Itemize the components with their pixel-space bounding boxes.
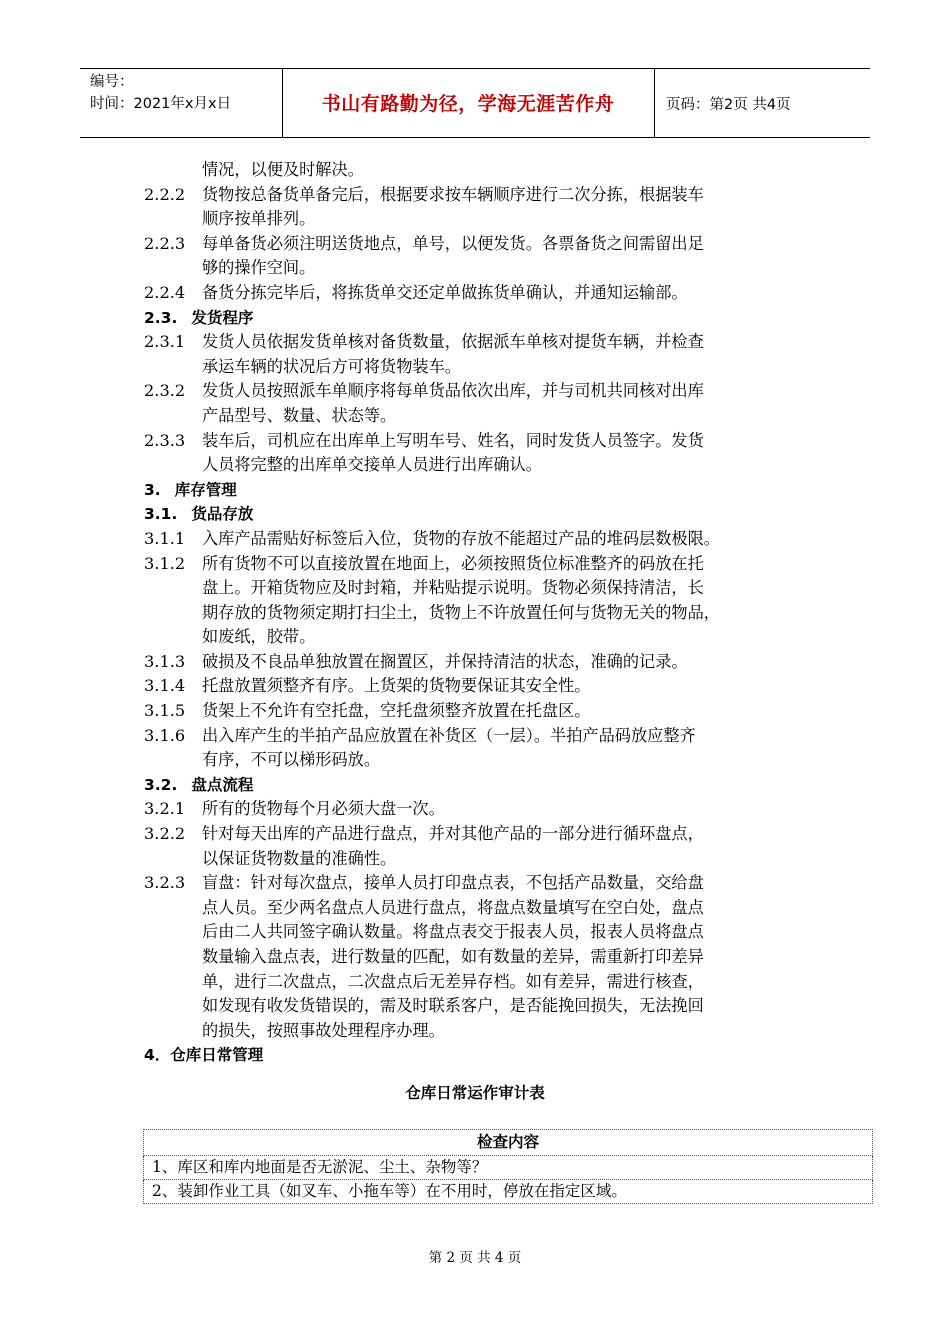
clause-text: 所有货物不可以直接放置在地面上，必须按照货位标准整齐的码放在托 (202, 553, 704, 573)
clause-continuation (144, 256, 824, 281)
clause-line (144, 330, 824, 355)
header-slogan: 书山有路勤为径，学海无涯苦作舟 (321, 93, 615, 115)
section-heading (144, 502, 824, 527)
clause-continuation (144, 748, 824, 773)
section-number: 3. (144, 480, 161, 499)
clause-number: 3.1.3 (144, 651, 186, 671)
header-meta (90, 71, 231, 115)
section-title: 盘点流程 (191, 775, 254, 794)
clause-continuation (144, 404, 824, 429)
clause-text: 顺序按单排列。 (202, 209, 316, 229)
clause-text: 够的操作空间。 (202, 258, 316, 278)
clause-text: 的损失，按照事故处理程序办理。 (202, 1020, 445, 1040)
clause-line (144, 281, 824, 306)
section-heading (144, 306, 824, 331)
clause-text: 托盘放置须整齐有序。上货架的货物要保证其安全性。 (202, 676, 591, 696)
clause-text: 出入库产生的半拍产品应放置在补货区（一层）。半拍产品码放应整齐 (202, 725, 696, 745)
section-title: 库存管理 (174, 480, 237, 499)
clause-text: 情况，以便及时解决。 (202, 160, 364, 179)
clause-number: 3.2.3 (144, 873, 186, 893)
clause-number: 2.2.4 (144, 282, 186, 302)
clause-text: 针对每天出库的产品进行盘点，并对其他产品的一部分进行循环盘点， (202, 824, 704, 844)
clause-text: 数量输入盘点表，进行数量的匹配，如有数量的差异，需重新打印差异 (202, 947, 704, 966)
page-header (80, 68, 870, 138)
clause-text: 产品型号、数量、状态等。 (202, 405, 397, 425)
clause-number: 3.1.1 (144, 528, 186, 548)
clause-continuation (144, 945, 824, 970)
section-number: 3.1. (144, 505, 178, 524)
clause-continuation (144, 158, 824, 183)
audit-table (143, 1129, 873, 1204)
clause-line (144, 232, 824, 257)
clause-continuation (144, 847, 824, 872)
clause-number: 3.1.4 (144, 676, 186, 696)
clause-number: 3.1.5 (144, 701, 186, 721)
clause-continuation (144, 355, 824, 380)
clause-text: 点人员。至少两名盘点人员进行盘点，将盘点数量填写在空白处，盘点 (202, 897, 704, 917)
clause-line (144, 183, 824, 208)
clause-number: 3.2.1 (144, 799, 186, 819)
clause-text: 单，进行二次盘点，二次盘点后无差异存档。如有差异，需进行核查， (202, 971, 704, 991)
time-label: 时间：2021年x月x日 (90, 96, 232, 112)
clause-text: 期存放的货物须定期打扫尘土，货物上不许放置任何与货物无关的物品， (202, 602, 720, 622)
clause-line (144, 822, 824, 847)
clause-text: 货物按总备货单备完后，根据要求按车辆顺序进行二次分拣，根据装车 (202, 184, 704, 204)
clause-number: 2.2.2 (144, 184, 186, 204)
clause-text: 后由二人共同签字确认数量。将盘点表交于报表人员，报表人员将盘点 (202, 922, 704, 942)
clause-text: 发货人员依据发货单核对备货数量，依据派车单核对提货车辆，并检查 (202, 332, 704, 352)
clause-line (144, 724, 824, 749)
clause-continuation (144, 896, 824, 921)
clause-text: 入库产品需贴好标签后入位，货物的存放不能超过产品的堆码层数极限。 (202, 528, 720, 548)
clause-continuation (144, 207, 824, 232)
clause-text: 所有的货物每个月必须大盘一次。 (202, 799, 445, 819)
clause-continuation (144, 970, 824, 995)
clause-number: 2.3.2 (144, 381, 186, 401)
clause-continuation (144, 1019, 824, 1044)
section-heading (144, 478, 824, 503)
document-body (144, 158, 824, 1068)
table-row: 1、库区和库内地面是否无淤泥、尘土、杂物等？ (144, 1156, 873, 1180)
clause-line (144, 650, 824, 675)
clause-number: 2.3.1 (144, 332, 186, 352)
section-heading: 4．仓库日常管理 (144, 1046, 264, 1065)
clause-line (144, 674, 824, 699)
clause-text: 货架上不允许有空托盘，空托盘须整齐放置在托盘区。 (202, 701, 591, 721)
clause-continuation (144, 920, 824, 945)
clause-line (144, 797, 824, 822)
clause-text: 备货分拣完毕后，将拣货单交还定单做拣货单确认，并通知运输部。 (202, 282, 688, 302)
clause-line (144, 527, 824, 552)
clause-text: 发货人员按照派车单顺序将每单货品依次出库，并与司机共同核对出库 (202, 381, 704, 401)
clause-number: 2.3.3 (144, 430, 186, 450)
clause-line (144, 379, 824, 404)
clause-text: 如废纸，胶带。 (202, 627, 316, 647)
clause-line (144, 699, 824, 724)
clause-text: 承运车辆的状况后方可将货物装车。 (202, 356, 461, 376)
clause-number: 2.2.3 (144, 233, 186, 253)
clause-number: 3.1.6 (144, 725, 186, 745)
clause-text: 盘上。开箱货物应及时封箱，并粘贴提示说明。货物必须保持清洁，长 (202, 578, 704, 598)
clause-number: 3.2.2 (144, 824, 186, 844)
clause-line (144, 552, 824, 577)
clause-continuation (144, 576, 824, 601)
clause-text: 如发现有收发货错误的，需及时联系客户，是否能挽回损失，无法挽回 (202, 996, 704, 1016)
section-number: 3.2. (144, 775, 178, 794)
clause-text: 盲盘：针对每次盘点，接单人员打印盘点表，不包括产品数量，交给盘 (202, 873, 704, 893)
clause-number: 3.1.2 (144, 553, 186, 573)
clause-continuation (144, 453, 824, 478)
clause-continuation (144, 625, 824, 650)
clause-continuation (144, 601, 824, 626)
clause-text: 破损及不良品单独放置在搁置区，并保持清洁的状态，准确的记录。 (202, 651, 688, 671)
clause-line (144, 871, 824, 896)
section-heading (144, 773, 824, 798)
clause-text: 每单备货必须注明送货地点，单号，以便发货。各票备货之间需留出足 (202, 233, 704, 253)
clause-text: 装车后，司机应在出库单上写明车号、姓名，同时发货人员签字。发货 (202, 430, 704, 450)
header-page-info: 页码：第2页 共4页 (666, 97, 791, 113)
section-number: 2.3. (144, 308, 178, 327)
header-divider (654, 69, 655, 137)
section-title: 发货程序 (191, 308, 254, 327)
section-title: 货品存放 (191, 505, 254, 524)
code-label: 编号： (90, 74, 134, 90)
table-header: 检查内容 (144, 1130, 873, 1156)
clause-continuation (144, 994, 824, 1019)
clause-text: 有序，不可以梯形码放。 (202, 750, 381, 770)
table-row: 2、装卸作业工具（如叉车、小拖车等）在不用时，停放在指定区域。 (144, 1180, 873, 1204)
clause-text: 人员将完整的出库单交接单人员进行出库确认。 (202, 455, 542, 475)
page-footer: 第 2 页 共 4 页 (428, 1250, 522, 1266)
clause-text: 以保证货物数量的准确性。 (202, 848, 397, 868)
table-title: 仓库日常运作审计表 (405, 1084, 545, 1102)
clause-line (144, 429, 824, 454)
